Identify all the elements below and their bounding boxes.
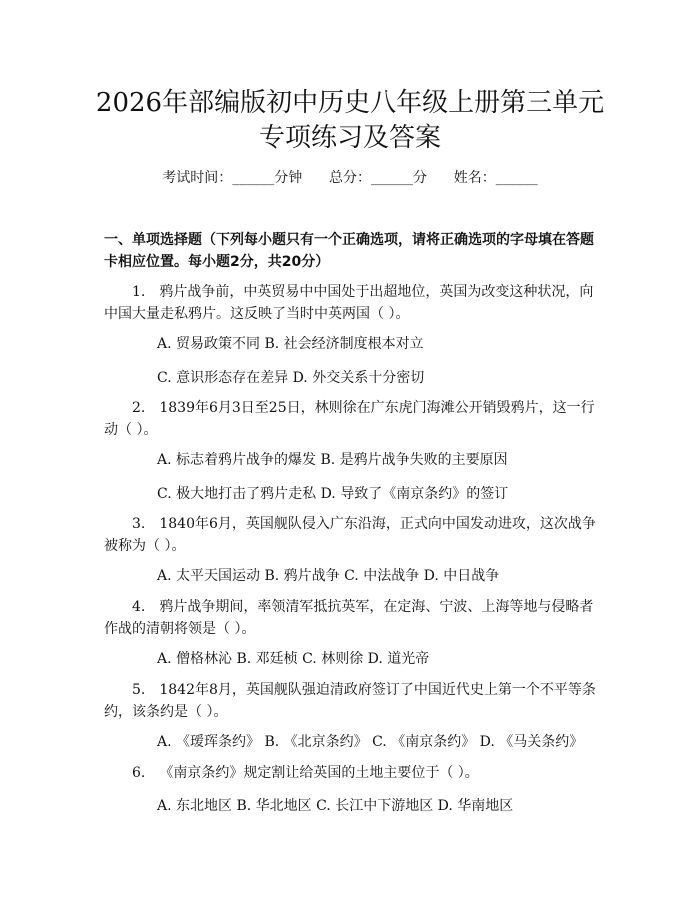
question-6-options: A. 东北地区 B. 华北地区 C. 长江中下游地区 D. 华南地区 (157, 798, 514, 814)
question-number: 5. (132, 682, 146, 698)
question-5-options: A. 《瑷珲条约》 B. 《北京条约》 C. 《南京条约》 D. 《马关条约》 (157, 734, 584, 750)
question-text: 1842年8月，英国舰队强迫清政府签订了中国近代史上第一个不平等条约，该条约是（ ）。 (104, 682, 596, 720)
question-text: 《南京条约》规定割让给英国的土地主要位于（ ）。 (159, 765, 479, 781)
question-text: 1840年6月，英国舰队侵入广东沿海，正式向中国发动进攻，这次战争被称为（ ）。 (104, 516, 596, 554)
question-4 (104, 596, 602, 640)
question-number: 4. (132, 599, 146, 615)
question-1-options-row-2: C. 意识形态存在差异 D. 外交关系十分密切 (157, 370, 425, 386)
question-number: 2. (132, 400, 146, 416)
question-2-options-row-1: A. 标志着鸦片战争的爆发 B. 是鸦片战争失败的主要原因 (157, 452, 508, 468)
question-3 (104, 513, 602, 557)
question-text: 鸦片战争期间，率领清军抵抗英军，在定海、宁波、上海等地与侵略者作战的清朝将领是（ ）。 (104, 599, 594, 637)
question-number: 1. (132, 284, 146, 300)
question-5 (104, 679, 602, 723)
question-text: 鸦片战争前，中英贸易中中国处于出超地位，英国为改变这种状况，向中国大量走私鸦片。这反映了当时中英两国（ ）。 (104, 284, 594, 322)
question-text: 1839年6月3日至25日，林则徐在广东虎门海滩公开销毁鸦片，这一行动（ ）。 (104, 400, 595, 438)
question-1 (104, 281, 602, 325)
question-3-options: A. 太平天国运动 B. 鸦片战争 C. 中法战争 D. 中日战争 (157, 568, 500, 584)
section-heading: 一、单项选择题（下列每小题只有一个正确选项，请将正确选项的字母填在答题卡相应位置。每小题2分，共20分） (104, 232, 594, 270)
question-4-options: A. 僧格林沁 B. 邓廷桢 C. 林则徐 D. 道光帝 (157, 651, 430, 667)
exam-info: 考试时间：______分钟 总分：______分 姓名：______ (162, 170, 538, 186)
question-number: 3. (132, 516, 146, 532)
question-2 (104, 397, 602, 441)
page-title-line-2: 专项练习及答案 (258, 123, 441, 153)
question-number: 6. (132, 765, 146, 781)
page-title-line-1: 2026年部编版初中历史八年级上册第三单元 (95, 88, 605, 118)
question-1-options-row-1: A. 贸易政策不同 B. 社会经济制度根本对立 (157, 336, 424, 352)
question-2-options-row-2: C. 极大地打击了鸦片走私 D. 导致了《南京条约》的签订 (157, 486, 509, 502)
question-6 (104, 762, 602, 784)
